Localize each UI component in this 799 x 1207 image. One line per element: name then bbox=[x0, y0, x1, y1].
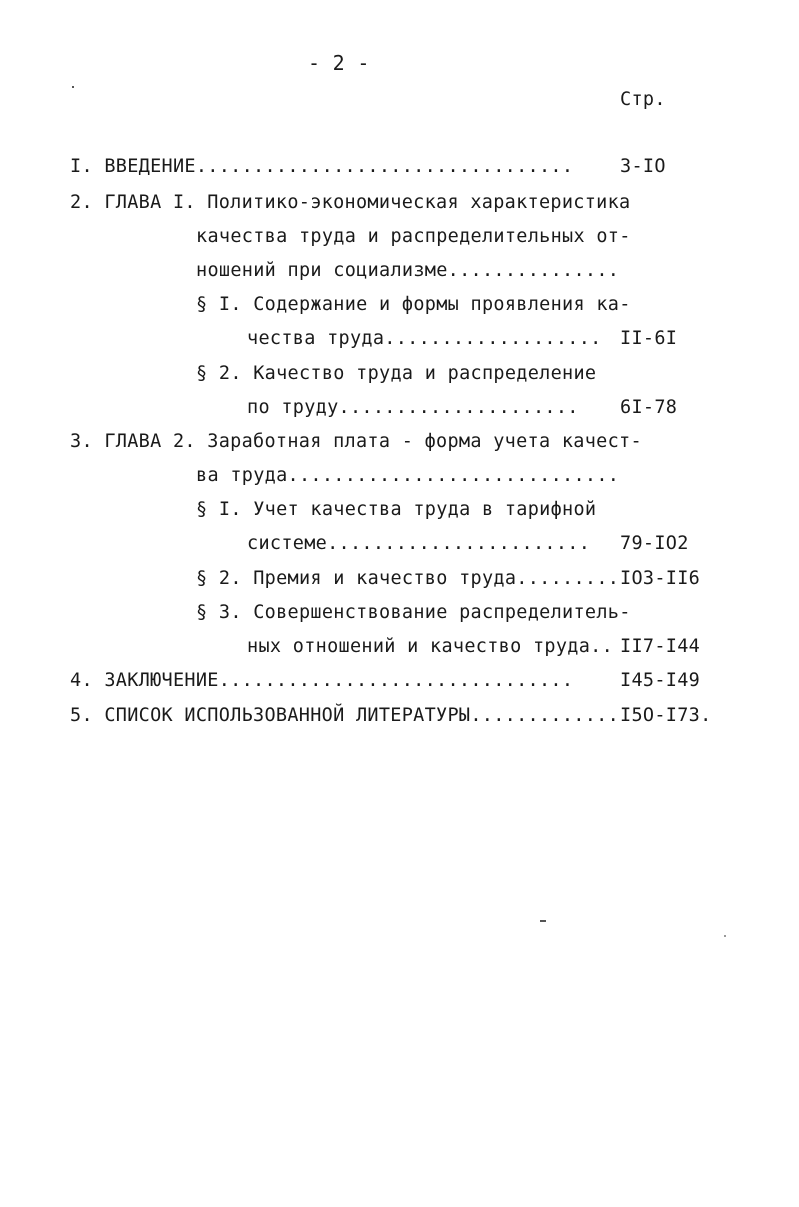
toc-pages-section-2-3: II7-I44 bbox=[620, 636, 701, 657]
toc-section-1-1-cont: чества труда................... bbox=[247, 328, 602, 349]
toc-entry-chapter-1-cont: ношений при социализме............... bbox=[196, 260, 620, 281]
scan-speck bbox=[540, 920, 546, 922]
toc-section-2-3: § 3. Совершенствование распределитель- bbox=[196, 602, 631, 623]
toc-section-1-1: § I. Содержание и формы проявления ка- bbox=[196, 294, 631, 315]
toc-section-1-2-cont: по труду..................... bbox=[247, 397, 579, 418]
scan-speck bbox=[724, 935, 726, 937]
toc-entry-introduction: I. ВВЕДЕНИЕ................................. bbox=[70, 156, 574, 177]
toc-section-1-2: § 2. Качество труда и распределение bbox=[196, 363, 597, 384]
toc-section-2-2: § 2. Премия и качество труда......... bbox=[196, 568, 620, 589]
page-column-label: Стр. bbox=[620, 89, 666, 110]
toc-pages-conclusion: I45-I49 bbox=[620, 670, 701, 691]
toc-pages-bibliography: I5O-I73. bbox=[620, 705, 712, 726]
toc-entry-bibliography: 5. СПИСОК ИСПОЛЬЗОВАННОЙ ЛИТЕРАТУРЫ............. bbox=[70, 705, 620, 726]
toc-entry-chapter-1: 2. ГЛАВА I. Политико-экономическая характеристика bbox=[70, 192, 631, 213]
toc-pages-section-2-1: 79-IO2 bbox=[620, 533, 689, 554]
page-number: - 2 - bbox=[308, 51, 370, 75]
toc-pages-introduction: 3-IO bbox=[620, 156, 666, 177]
toc-pages-section-1-1: II-6I bbox=[620, 328, 678, 349]
toc-pages-section-2-2: IO3-II6 bbox=[620, 568, 701, 589]
toc-section-2-1-cont: системе....................... bbox=[247, 533, 591, 554]
scan-speck bbox=[72, 86, 74, 88]
toc-entry-chapter-1-cont: качества труда и распределительных от- bbox=[196, 226, 631, 247]
toc-entry-chapter-2: 3. ГЛАВА 2. Заработная плата - форма учета качест- bbox=[70, 431, 642, 452]
toc-entry-chapter-2-cont: ва труда............................. bbox=[196, 465, 620, 486]
toc-section-2-1: § I. Учет качества труда в тарифной bbox=[196, 499, 597, 520]
toc-entry-conclusion: 4. ЗАКЛЮЧЕНИЕ............................... bbox=[70, 670, 574, 691]
toc-pages-section-1-2: 6I-78 bbox=[620, 397, 678, 418]
toc-section-2-3-cont: ных отношений и качество труда.. bbox=[247, 636, 614, 657]
